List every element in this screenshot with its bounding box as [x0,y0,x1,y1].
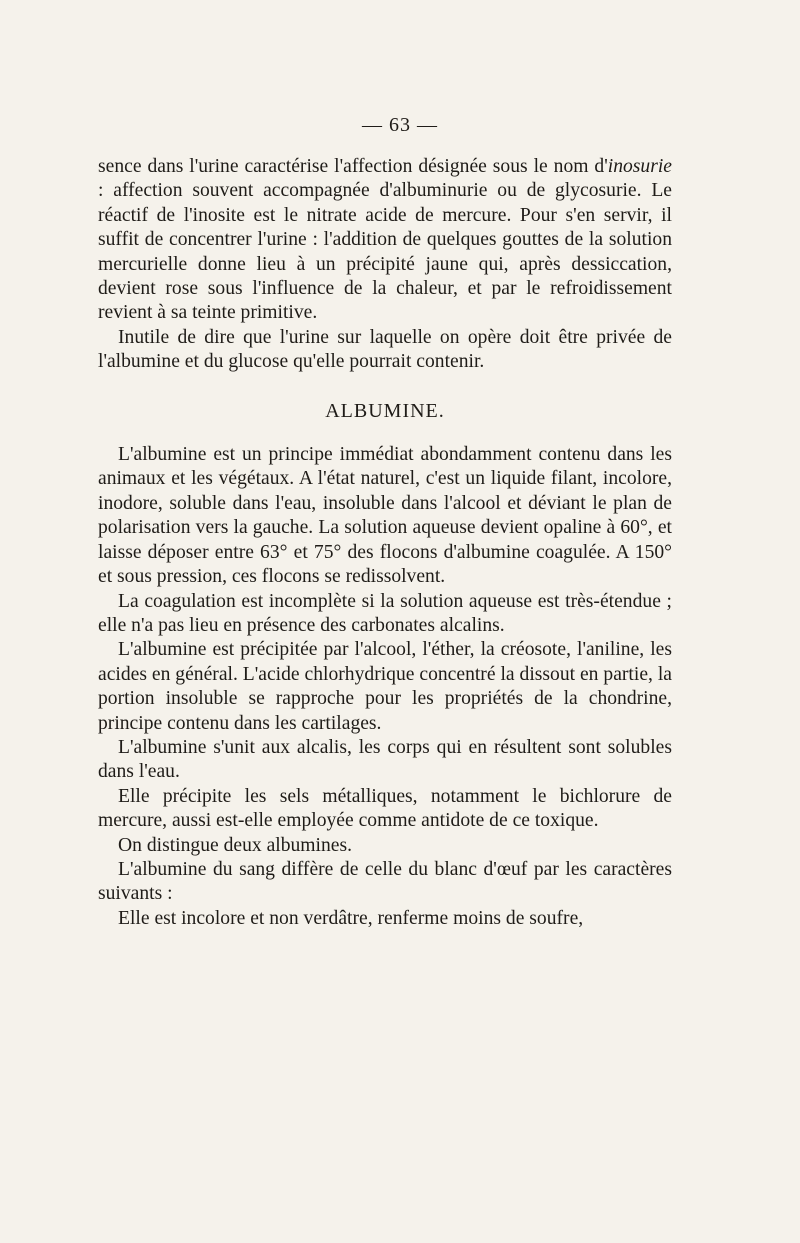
paragraph: L'albumine est précipitée par l'alcool, l'éther, la créosote, l'aniline, les acides en général. L'acide chlorhydrique concentré la dissout en partie, la portion insoluble se rapproche pour les propriétés de la chondrine, principe contenu dans les cartilages. [98,639,672,734]
paragraph: Elle précipite les sels métalliques, notamment le bichlorure de mercure, aussi est-elle employée comme antidote de ce toxique. [98,785,672,832]
page-number: — 63 — [362,114,438,136]
section-heading: ALBUMINE. [325,399,445,422]
paragraph: L'albumine est un principe immédiat abondamment contenu dans les animaux et les végétaux. A l'état naturel, c'est un liquide filant, incolore, inodore, soluble dans l'eau, insoluble dans l'alcool et déviant le plan de polarisation vers la gauche. La solution aqueuse devient opaline à 60°, et laisse déposer entre 63° et 75° des flocons d'albumine coagulée. A 150° et sous pression, ces flocons se redissolvent. [98,444,672,588]
paragraph: La coagulation est incomplète si la solution aqueuse est très-étendue ; elle n'a pas lieu en présence des carbonates alcalins. [98,590,672,636]
text-segment-italic: inosurie [607,156,672,177]
page-body [98,155,672,931]
paragraph: L'albumine du sang diffère de celle du blanc d'œuf par les caractères suivants : [98,858,672,905]
paragraph: On distingue deux albumines. [118,834,353,856]
text-segment: sence dans l'urine caractérise l'affection désignée sous le nom d' [98,156,608,177]
paragraph-inutile [98,326,672,375]
paragraph: L'albumine s'unit aux alcalis, les corps qui en résultent sont solubles dans l'eau. [98,736,672,783]
text-segment: : affection souvent accompagnée d'albuminurie ou de glycosurie. Le réactif de l'inosite est le nitrate acide de mercure. Pour s'en servir, il suffit de concentrer l'urine : l'addition de quelques gouttes de la solution mercurielle donne lieu à un précipité jaune qui, après dessiccation, devient rose sous l'influence de la chaleur, et par le refroidissement revient à sa teinte primitive. [98,180,672,324]
paragraph: Elle est incolore et non verdâtre, renferme moins de soufre, [118,907,584,929]
text-segment: Inutile de dire que l'urine sur laquelle on opère doit être privée de l'albumine et du glucose qu'elle pourrait contenir. [98,326,672,373]
paragraph-inosurie [98,155,672,326]
